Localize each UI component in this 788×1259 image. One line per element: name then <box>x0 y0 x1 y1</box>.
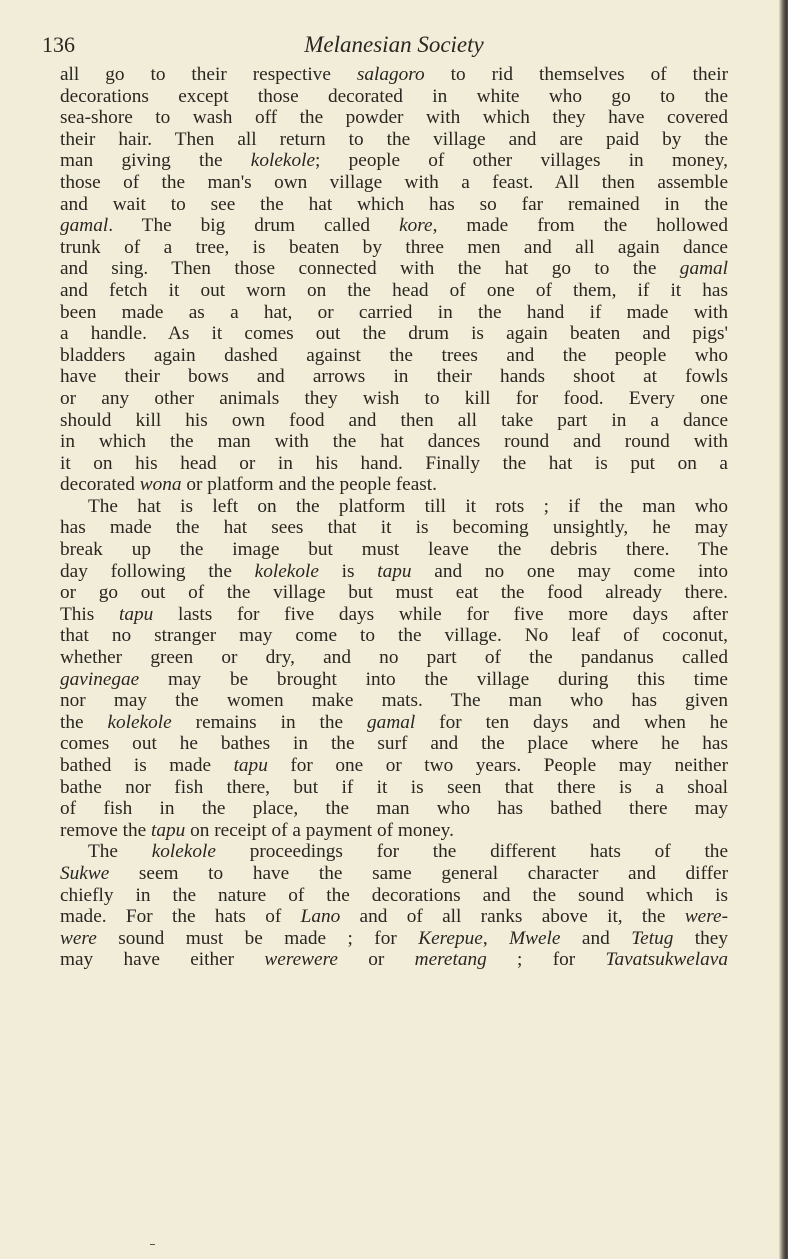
italic-term: were- <box>684 906 728 928</box>
text-run: of fish in the place, the man who has bathed there may <box>60 798 728 820</box>
text-line <box>60 431 728 453</box>
text-line <box>60 453 728 475</box>
text-line <box>60 237 728 259</box>
text-run: remove the <box>60 819 152 841</box>
text-run: ; for <box>486 949 606 971</box>
text-line <box>60 669 728 691</box>
text-line <box>60 517 728 539</box>
text-run: bladders again dashed against the trees and the people who <box>60 344 728 366</box>
italic-term: Tavatsukwelava <box>605 949 728 971</box>
text-run: remains in the <box>171 711 368 733</box>
italic-term: tapu <box>377 560 412 582</box>
text-line <box>60 928 728 950</box>
text-run: decorated <box>60 474 140 496</box>
text-line <box>60 258 728 280</box>
text-run: those of the man's own village with a feast. All then assemble <box>60 171 728 193</box>
text-run: . The big drum called <box>108 215 400 237</box>
text-run: for ten days and when he <box>415 711 728 733</box>
text-line <box>60 885 728 907</box>
text-run: have their bows and arrows in their hands shoot at fowls <box>60 366 728 388</box>
italic-term: Mwele <box>509 927 561 949</box>
text-line <box>60 841 728 863</box>
text-line <box>60 496 728 518</box>
text-line <box>60 129 728 151</box>
text-run: may be brought into the village during this time <box>139 668 728 690</box>
text-run: break up the image but must leave the debris there. The <box>60 539 728 561</box>
text-line <box>60 604 728 626</box>
scan-mark <box>150 1244 155 1245</box>
text-line <box>60 474 728 496</box>
text-line <box>60 777 728 799</box>
text-line <box>60 345 728 367</box>
italic-term: gamal <box>60 215 109 237</box>
text-line <box>60 755 728 777</box>
text-run: , <box>482 927 510 949</box>
italic-term: wona <box>139 474 182 496</box>
text-line <box>60 863 728 885</box>
italic-term: kolekole <box>151 841 216 863</box>
text-run: in which the man with the hat dances round and round with <box>60 431 728 453</box>
text-run: lasts for five days while for five more days after <box>153 603 728 625</box>
italic-term: kore <box>399 215 433 237</box>
text-run: has made the hat sees that it is becoming unsightly, he may <box>60 517 728 539</box>
italic-term: werewere <box>264 949 338 971</box>
text-run: made. For the hats of <box>60 906 301 928</box>
text-run: they <box>673 927 728 949</box>
italic-term: tapu <box>151 819 186 841</box>
text-line <box>60 582 728 604</box>
text-line <box>60 86 728 108</box>
text-run: and sing. Then those connected with the hat go to the <box>60 258 680 280</box>
text-run: a handle. As it comes out the drum is again beaten and pigs' <box>60 323 728 345</box>
text-line <box>60 172 728 194</box>
italic-term: Tetug <box>631 927 674 949</box>
text-line <box>60 302 728 324</box>
text-run: nor may the women make mats. The man who has given <box>60 690 728 712</box>
text-run: trunk of a tree, is beaten by three men and all again dance <box>60 236 728 258</box>
text-line <box>60 388 728 410</box>
text-run: may have either <box>60 949 265 971</box>
italic-term: gavinegae <box>60 668 140 690</box>
text-run: bathed is made <box>60 755 234 776</box>
text-run: The <box>88 841 152 863</box>
text-run: comes out he bathes in the surf and the place where he has <box>60 733 728 755</box>
italic-term: kolekole <box>254 560 319 582</box>
text-run: sound must be made ; for <box>96 927 419 949</box>
italic-term: gamal <box>679 258 728 280</box>
text-run: whether green or dry, and no part of the pandanus called <box>60 647 728 669</box>
italic-term: Sukwe <box>60 862 110 884</box>
text-line <box>60 561 728 583</box>
text-line <box>60 625 728 647</box>
italic-term: tapu <box>119 603 154 625</box>
text-run: The hat is left on the platform till it rots ; if the man who <box>88 495 728 517</box>
text-run: decorations except those decorated in white who go to the <box>60 85 728 107</box>
text-run: proceedings for the different hats of the <box>215 841 729 863</box>
book-binding-edge <box>779 0 788 1259</box>
italic-term: meretang <box>414 949 487 971</box>
text-line <box>60 194 728 216</box>
text-line <box>60 215 728 237</box>
text-run: , made from the hollowed <box>432 215 729 237</box>
text-line <box>60 280 728 302</box>
text-line <box>60 323 728 345</box>
text-run: seem to have the same general character and differ <box>109 862 728 884</box>
text-run: it on his head or in his hand. Finally the hat is put on a <box>60 452 728 474</box>
italic-term: gamal <box>367 711 416 733</box>
italic-term: Lano <box>300 906 341 928</box>
running-title: Melanesian Society <box>304 32 484 57</box>
text-run: the <box>60 711 108 733</box>
text-run: chiefly in the nature of the decorations and the sound which is <box>60 884 728 906</box>
text-run: day following the <box>60 560 255 582</box>
text-line <box>60 949 728 971</box>
text-run: and no one may come into <box>411 560 728 582</box>
text-run: to rid themselves of their <box>424 64 728 85</box>
text-run: This <box>60 603 119 625</box>
text-line <box>60 906 728 928</box>
text-line <box>60 733 728 755</box>
italic-term: kolekole <box>107 711 172 733</box>
text-run: bathe nor fish there, but if it is seen that there is a shoal <box>60 776 728 798</box>
text-line <box>60 410 728 432</box>
text-line <box>60 64 728 86</box>
italic-term: Kerepue <box>418 927 483 949</box>
page-number: 136 <box>42 32 75 57</box>
text-run: their hair. Then all return to the village and are paid by the <box>60 128 728 150</box>
text-run: and fetch it out worn on the head of one of them, if it has <box>60 279 728 301</box>
italic-term: salagoro <box>356 64 425 85</box>
text-line <box>60 690 728 712</box>
text-line <box>60 366 728 388</box>
text-run: and <box>560 927 632 949</box>
text-run: man giving the <box>60 150 251 172</box>
text-run: been made as a hat, or carried in the hand if made with <box>60 301 728 323</box>
text-run: for one or two years. People may neither <box>267 755 728 776</box>
text-run: all go to their respective <box>60 64 357 85</box>
italic-term: were <box>60 927 97 949</box>
italic-term: kolekole <box>250 150 316 172</box>
text-run: sea-shore to wash off the powder with which they have covered <box>60 107 728 129</box>
text-line <box>60 107 728 129</box>
text-line <box>60 712 728 734</box>
text-line <box>60 150 728 172</box>
text-line <box>60 798 728 820</box>
text-run: ; people of other villages in money, <box>315 150 728 172</box>
text-line <box>60 539 728 561</box>
text-line <box>60 647 728 669</box>
text-run: and of all ranks above it, the <box>340 906 685 928</box>
text-run: or platform and the people feast. <box>181 474 437 496</box>
body-text <box>60 64 728 971</box>
text-run: or any other animals they wish to kill for food. Every one <box>60 387 728 409</box>
text-run: or go out of the village but must eat the food already there. <box>60 582 728 604</box>
italic-term: tapu <box>233 755 268 776</box>
text-run: on receipt of a payment of money. <box>185 819 454 841</box>
text-run: and wait to see the hat which has so far remained in the <box>60 193 728 215</box>
text-run: that no stranger may come to the village. No leaf of coconut, <box>60 625 728 647</box>
text-run: is <box>318 560 378 582</box>
text-run: or <box>337 949 415 971</box>
text-run: should kill his own food and then all take part in a dance <box>60 409 728 431</box>
text-line <box>60 820 728 842</box>
